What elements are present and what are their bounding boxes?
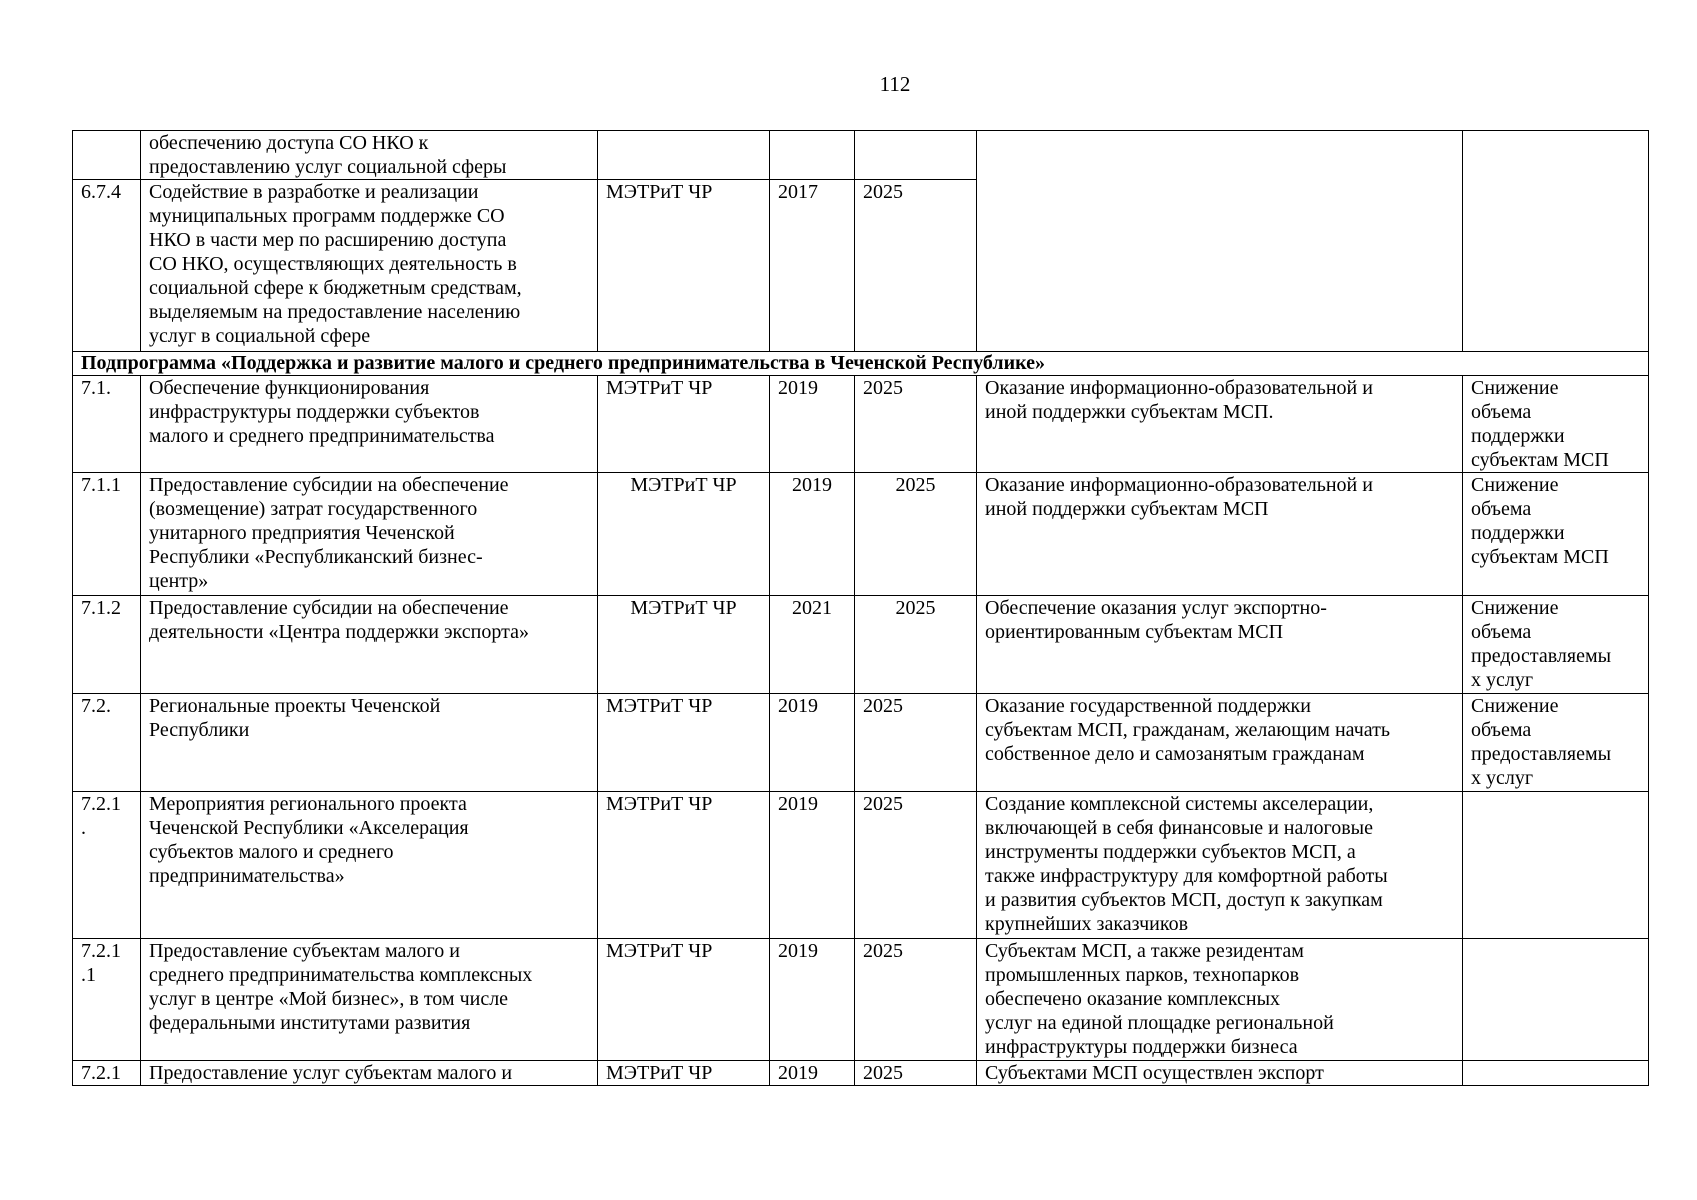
- consequence-cell: [1463, 376, 1649, 473]
- result-cell: [977, 792, 1463, 939]
- measure-text-line: среднего предпринимательства комплексных: [149, 964, 533, 986]
- end-year-cell: 2025: [855, 376, 977, 473]
- measure-text-line: услуг в социальной сфере: [149, 325, 371, 347]
- start-year-cell: 2019: [770, 939, 855, 1061]
- table-row: [73, 1061, 1649, 1086]
- measure-text-line: инфраструктуры поддержки субъектов: [149, 401, 480, 423]
- measure-text-cell: [141, 376, 598, 473]
- measure-text-line: (возмещение) затрат государственного: [149, 498, 478, 520]
- row-number-cell: [73, 939, 141, 1061]
- start-year-cell: 2019: [770, 792, 855, 939]
- consequence-cell: [1463, 1061, 1649, 1086]
- result-text-line: обеспечено оказание комплексных: [985, 988, 1281, 1010]
- measure-text-line: субъектов малого и среднего: [149, 841, 394, 863]
- result-cell: [977, 694, 1463, 792]
- row-number-cell: 6.7.4: [73, 180, 141, 352]
- result-text-line: включающей в себя финансовые и налоговые: [985, 817, 1373, 839]
- end-year-cell: 2025: [855, 792, 977, 939]
- result-text-line: промышленных парков, технопарков: [985, 964, 1300, 986]
- consequence-text-line: х услуг: [1471, 669, 1534, 691]
- consequence-text-line: объема: [1471, 719, 1532, 741]
- row-number-line: .1: [81, 964, 96, 986]
- result-cell: [977, 939, 1463, 1061]
- measure-text-line: деятельности «Центра поддержки экспорта»: [149, 621, 529, 643]
- start-year-cell: 2021: [770, 596, 855, 694]
- result-cell: [977, 1061, 1463, 1086]
- measure-text-line: муниципальных программ поддержке СО: [149, 205, 505, 227]
- consequence-text-line: предоставляемы: [1471, 645, 1612, 667]
- measure-text-line: выделяемым на предоставление населению: [149, 301, 521, 323]
- consequence-text-line: Снижение: [1471, 695, 1559, 717]
- executor-cell: МЭТРиТ ЧР: [598, 376, 770, 473]
- measure-text-line: Республики: [149, 719, 250, 741]
- start-year-cell: 2019: [770, 376, 855, 473]
- measure-text-line: малого и среднего предпринимательства: [149, 425, 495, 447]
- measure-text-line: обеспечению доступа СО НКО к: [149, 132, 429, 154]
- page-number: 112: [879, 72, 911, 96]
- result-text-line: Обеспечение оказания услуг экспортно-: [985, 597, 1327, 619]
- measure-text-cell: [141, 792, 598, 939]
- result-text-line: субъектам МСП, гражданам, желающим начать: [985, 719, 1391, 741]
- consequence-text-line: Снижение: [1471, 377, 1559, 399]
- consequence-text-line: объема: [1471, 401, 1532, 423]
- consequence-text-line: поддержки: [1471, 425, 1565, 447]
- measure-text-line: федеральными институтами развития: [149, 1012, 471, 1034]
- row-number-line: 7.2.1: [81, 940, 121, 962]
- start-year-cell: [770, 131, 855, 180]
- executor-cell: МЭТРиТ ЧР: [598, 180, 770, 352]
- consequence-cell: [1463, 694, 1649, 792]
- table-row: [73, 939, 1649, 1061]
- end-year-cell: 2025: [855, 473, 977, 596]
- result-text-line: и развития субъектов МСП, доступ к закупкам: [985, 889, 1383, 911]
- executor-cell: МЭТРиТ ЧР: [598, 939, 770, 1061]
- result-text-line: Создание комплексной системы акселерации,: [985, 793, 1374, 815]
- subprogram-title: Подпрограмма «Поддержка и развитие малого и среднего предпринимательства в Чеченской Республике»: [73, 352, 1649, 376]
- section-row: [73, 352, 1649, 376]
- executor-cell: [598, 131, 770, 180]
- measure-text-line: предоставлению услуг социальной сферы: [149, 156, 507, 178]
- measure-text-line: Предоставление субъектам малого и: [149, 940, 460, 962]
- end-year-cell: 2025: [855, 939, 977, 1061]
- measure-text-line: Чеченской Республики «Акселерация: [149, 817, 469, 839]
- measure-text-line: Республики «Республиканский бизнес-: [149, 546, 483, 568]
- row-number-cell: 7.1.1: [73, 473, 141, 596]
- result-cell: [977, 473, 1463, 596]
- consequence-cell: [1463, 596, 1649, 694]
- measure-text-line: предпринимательства»: [149, 865, 345, 887]
- result-text-line: крупнейших заказчиков: [985, 913, 1189, 935]
- executor-cell: МЭТРиТ ЧР: [598, 1061, 770, 1086]
- measure-text-line: Региональные проекты Чеченской: [149, 695, 441, 717]
- measure-text-cell: [141, 180, 598, 352]
- measure-text-cell: [141, 1061, 598, 1086]
- table-row: [73, 131, 1649, 180]
- consequence-text-line: поддержки: [1471, 522, 1565, 544]
- consequence-text-line: Снижение: [1471, 474, 1559, 496]
- executor-cell: МЭТРиТ ЧР: [598, 694, 770, 792]
- measure-text-line: Предоставление субсидии на обеспечение: [149, 474, 509, 496]
- consequence-cell: [1463, 473, 1649, 596]
- table-row: [73, 376, 1649, 473]
- row-number-cell: [73, 131, 141, 180]
- consequence-cell: [1463, 939, 1649, 1061]
- measure-text-line: Обеспечение функционирования: [149, 377, 430, 399]
- result-text-line: иной поддержки субъектам МСП: [985, 498, 1269, 520]
- start-year-cell: 2019: [770, 473, 855, 596]
- row-number-cell: 7.2.: [73, 694, 141, 792]
- measure-text-cell: [141, 694, 598, 792]
- consequence-text-line: объема: [1471, 498, 1532, 520]
- measure-text-line: Мероприятия регионального проекта: [149, 793, 467, 815]
- result-text-line: Оказание информационно-образовательной и: [985, 474, 1373, 496]
- measure-text-cell: [141, 473, 598, 596]
- table-row: [73, 792, 1649, 939]
- measure-text-line: Предоставление услуг субъектам малого и: [149, 1062, 513, 1084]
- executor-cell: МЭТРиТ ЧР: [598, 596, 770, 694]
- measure-text-line: Содействие в разработке и реализации: [149, 181, 479, 203]
- result-text-line: также инфраструктуру для комфортной работы: [985, 865, 1388, 887]
- consequence-text-line: Снижение: [1471, 597, 1559, 619]
- consequence-cell: [1463, 792, 1649, 939]
- measure-text-line: услуг в центре «Мой бизнес», в том числе: [149, 988, 509, 1010]
- result-text-line: Субъектам МСП, а также резидентам: [985, 940, 1304, 962]
- measure-text-line: НКО в части мер по расширению доступа: [149, 229, 507, 251]
- executor-cell: МЭТРиТ ЧР: [598, 792, 770, 939]
- consequence-text-line: предоставляемы: [1471, 743, 1612, 765]
- consequence-text-line: х услуг: [1471, 767, 1534, 789]
- consequence-text-line: объема: [1471, 621, 1532, 643]
- measures-table: [72, 130, 1649, 1086]
- result-cell: [977, 376, 1463, 473]
- result-text-line: услуг на единой площадке региональной: [985, 1012, 1334, 1034]
- result-text-line: Субъектами МСП осуществлен экспорт: [985, 1062, 1324, 1084]
- row-number-cell: 7.2.1: [73, 1061, 141, 1086]
- result-text-line: Оказание информационно-образовательной и: [985, 377, 1373, 399]
- table-row: [73, 596, 1649, 694]
- result-text-line: собственное дело и самозанятым гражданам: [985, 743, 1365, 765]
- result-text-line: ориентированным субъектам МСП: [985, 621, 1284, 643]
- measure-text-line: социальной сфере к бюджетным средствам,: [149, 277, 522, 299]
- consequence-text-line: субъектам МСП: [1471, 449, 1609, 471]
- table-row: [73, 473, 1649, 596]
- result-cell: [977, 131, 1463, 352]
- result-text-line: иной поддержки субъектам МСП.: [985, 401, 1274, 423]
- measure-text-cell: [141, 939, 598, 1061]
- end-year-cell: [855, 131, 977, 180]
- consequence-cell: [1463, 131, 1649, 352]
- row-number-line: 7.2.1: [81, 793, 121, 815]
- executor-cell: МЭТРиТ ЧР: [598, 473, 770, 596]
- measure-text-line: Предоставление субсидии на обеспечение: [149, 597, 509, 619]
- row-number-cell: 7.1.2: [73, 596, 141, 694]
- measure-text-line: центр»: [149, 570, 209, 592]
- end-year-cell: 2025: [855, 596, 977, 694]
- start-year-cell: 2019: [770, 694, 855, 792]
- result-text-line: инструменты поддержки субъектов МСП, а: [985, 841, 1356, 863]
- measure-text-cell: [141, 596, 598, 694]
- consequence-text-line: субъектам МСП: [1471, 546, 1609, 568]
- result-cell: [977, 596, 1463, 694]
- end-year-cell: 2025: [855, 1061, 977, 1086]
- start-year-cell: 2019: [770, 1061, 855, 1086]
- start-year-cell: 2017: [770, 180, 855, 352]
- result-text-line: инфраструктуры поддержки бизнеса: [985, 1036, 1298, 1058]
- measure-text-cell: [141, 131, 598, 180]
- result-text-line: Оказание государственной поддержки: [985, 695, 1311, 717]
- measure-text-line: унитарного предприятия Чеченской: [149, 522, 455, 544]
- table-row: [73, 694, 1649, 792]
- measure-text-line: СО НКО, осуществляющих деятельность в: [149, 253, 517, 275]
- row-number-cell: [73, 792, 141, 939]
- end-year-cell: 2025: [855, 180, 977, 352]
- row-number-cell: 7.1.: [73, 376, 141, 473]
- row-number-line: .: [81, 817, 86, 839]
- end-year-cell: 2025: [855, 694, 977, 792]
